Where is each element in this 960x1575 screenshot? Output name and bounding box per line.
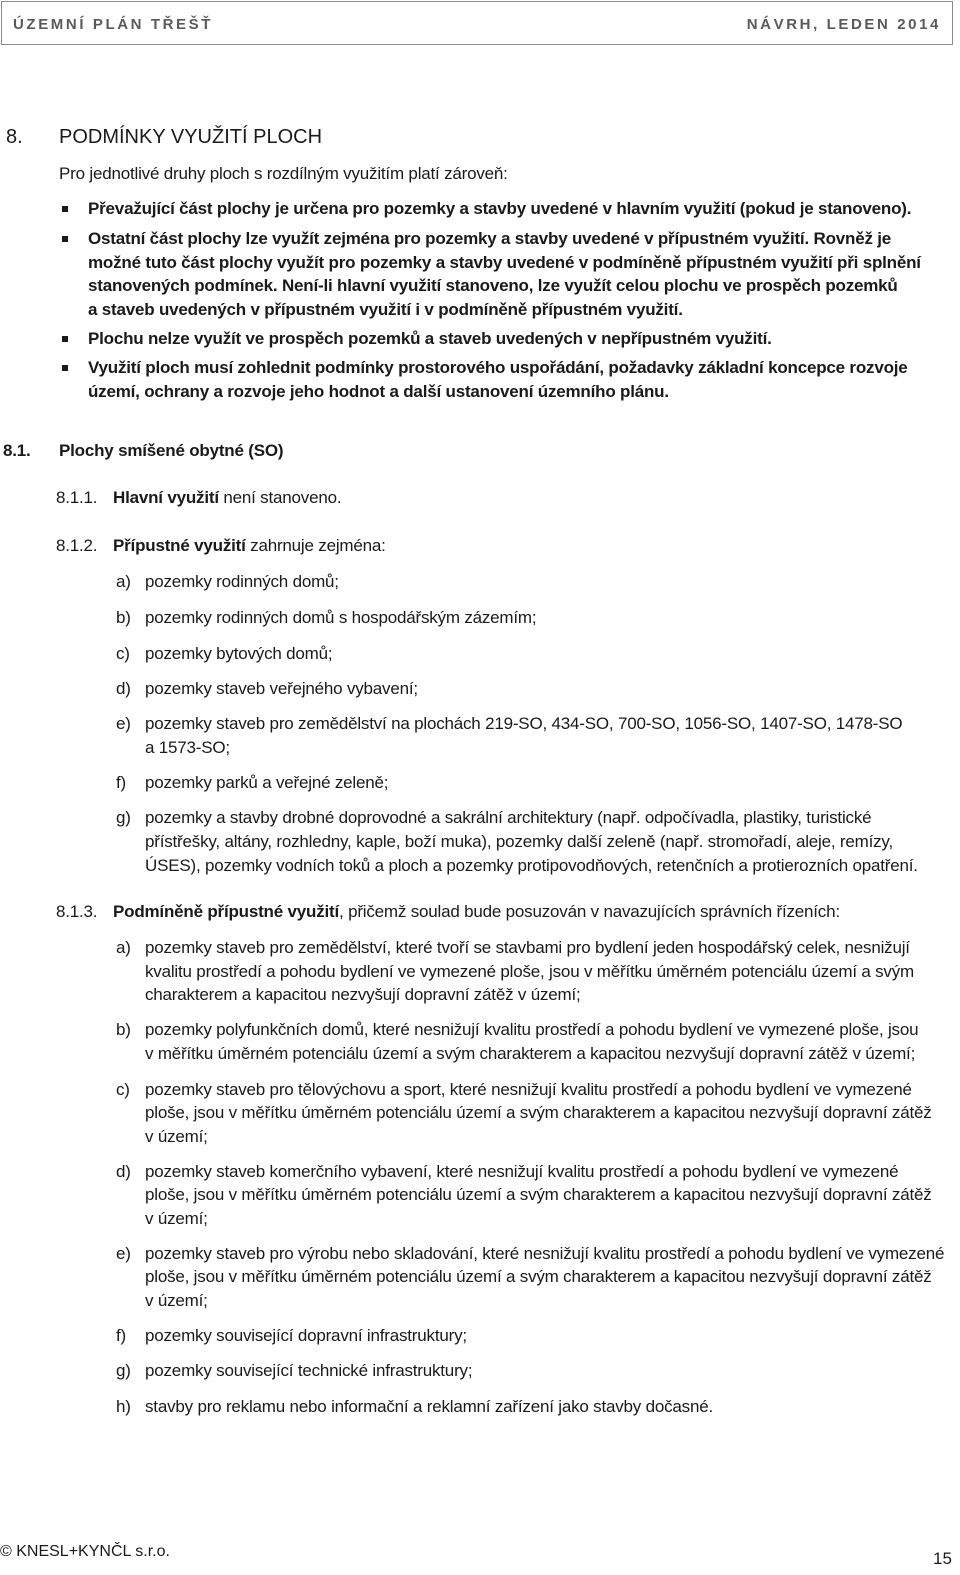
list-item-text-line: ploše, jsou v měřítku úměrném potenciálu území a svým charakterem a kapacitou nezvyšují dopravní zátěž bbox=[145, 1267, 932, 1286]
list-item-text-line: ÚSES), pozemky vodních toků a ploch a pozemky protipovodňových, retenčních a protierozních opatření. bbox=[145, 856, 918, 875]
subsection-number: 8.1. bbox=[3, 441, 31, 460]
footer-company: © KNESL+KYNČL s.r.o. bbox=[0, 1543, 170, 1560]
list-item-letter: f) bbox=[116, 773, 126, 792]
item-heading-rest: není stanoveno. bbox=[218, 488, 342, 507]
item-heading-rest: , přičemž soulad bude posuzován v navazujících správních řízeních: bbox=[339, 902, 840, 921]
section-intro: Pro jednotlivé druhy ploch s rozdílným využitím platí zároveň: bbox=[59, 164, 508, 183]
list-item-text-line: v měřítku úměrném potenciálu území a svým charakterem a kapacitou nezvyšují dopravní zátěž v území; bbox=[145, 1044, 916, 1063]
item-heading bbox=[113, 902, 840, 922]
bullet-text-line: Ostatní část plochy lze využít zejména pro pozemky a stavby uvedené v přípustném využití. Rovněž je bbox=[88, 229, 892, 248]
list-item-text-line: pozemky a stavby drobné doprovodné a sakrální architektury (např. odpočívadla, plastiky, turistické bbox=[145, 808, 872, 827]
item-heading bbox=[113, 536, 386, 556]
section-number: 8. bbox=[6, 126, 23, 148]
list-item-text-line: ploše, jsou v měřítku úměrném potenciálu území a svým charakterem a kapacitou nezvyšují dopravní zátěž bbox=[145, 1185, 932, 1204]
bullet-square-icon bbox=[62, 206, 68, 212]
list-item-text-line: pozemky bytových domů; bbox=[145, 644, 333, 663]
item-heading-rest: zahrnuje zejména: bbox=[245, 536, 386, 555]
list-item-letter: c) bbox=[116, 644, 130, 663]
list-item-letter: c) bbox=[116, 1080, 130, 1099]
bullet-text-line: možné tuto část plochy využít pro pozemky a stavby uvedené v podmíněně přípustném využití při splnění bbox=[88, 253, 921, 272]
subsection-title: Plochy smíšené obytné (SO) bbox=[59, 441, 284, 460]
list-item-letter: b) bbox=[116, 1020, 131, 1039]
item-number: 8.1.1. bbox=[56, 488, 98, 507]
item-heading-bold: Přípustné využití bbox=[113, 536, 246, 555]
footer-page-number: 15 bbox=[933, 1549, 952, 1568]
list-item-text-line: v území; bbox=[145, 1209, 208, 1228]
list-item-text-line: pozemky parků a veřejné zeleně; bbox=[145, 773, 389, 792]
list-item-letter: g) bbox=[116, 808, 131, 827]
list-item-letter: d) bbox=[116, 679, 131, 698]
item-number: 8.1.3. bbox=[56, 902, 98, 921]
bullet-square-icon bbox=[62, 365, 68, 371]
bullet-text-line: Převažující část plochy je určena pro pozemky a stavby uvedené v hlavním využití (pokud je stanoveno). bbox=[88, 199, 912, 218]
list-item-text-line: pozemky polyfunkčních domů, které nesnižují kvalitu prostředí a pohodu bydlení ve vymezené ploše, jsou bbox=[145, 1020, 919, 1039]
list-item-text-line: pozemky staveb pro zemědělství na plochách 219-SO, 434-SO, 700-SO, 1056-SO, 1407-SO, 1478-SO bbox=[145, 714, 903, 733]
bullet-text-line: Využití ploch musí zohlednit podmínky prostorového uspořádání, požadavky základní koncepce rozvoje bbox=[88, 358, 908, 377]
list-item-text-line: pozemky související technické infrastruktury; bbox=[145, 1361, 473, 1380]
list-item-letter: b) bbox=[116, 608, 131, 627]
list-item-text-line: kvalitu prostředí a pohodu bydlení ve vymezené ploše, jsou v měřítku úměrném potenciálu území a svým bbox=[145, 962, 914, 981]
list-item-text-line: pozemky staveb pro výrobu nebo skladování, které nesnižují kvalitu prostředí a pohodu bydlení ve vymezené bbox=[145, 1244, 945, 1263]
section-title: PODMÍNKY VYUŽITÍ PLOCH bbox=[59, 126, 323, 148]
item-heading-bold: Podmíněně přípustné využití bbox=[113, 902, 340, 921]
bullet-text-line: Plochu nelze využít ve prospěch pozemků a staveb uvedených v nepřípustném využití. bbox=[88, 329, 772, 348]
list-item-letter: h) bbox=[116, 1397, 131, 1416]
list-item-text-line: pozemky rodinných domů s hospodářským zázemím; bbox=[145, 608, 537, 627]
header-document-version: NÁVRH, LEDEN 2014 bbox=[746, 16, 941, 33]
list-item-letter: d) bbox=[116, 1162, 131, 1181]
bullet-text-line: stanovených podmínek. Není-li hlavní využití stanoveno, lze využít celou plochu ve prospěch pozemků bbox=[88, 276, 898, 295]
list-item-text-line: v území; bbox=[145, 1127, 208, 1146]
list-item-letter: a) bbox=[116, 938, 131, 957]
list-item-letter: f) bbox=[116, 1326, 126, 1345]
bullet-square-icon bbox=[62, 236, 68, 242]
list-item-text-line: stavby pro reklamu nebo informační a reklamní zařízení jako stavby dočasné. bbox=[145, 1397, 714, 1416]
list-item-text-line: pozemky staveb komerčního vybavení, které nesnižují kvalitu prostředí a pohodu bydlení ve vymezené bbox=[145, 1162, 899, 1181]
list-item-letter: e) bbox=[116, 1244, 131, 1263]
list-item-letter: a) bbox=[116, 572, 131, 591]
list-item-text-line: ploše, jsou v měřítku úměrném potenciálu území a svým charakterem a kapacitou nezvyšují dopravní zátěž bbox=[145, 1103, 932, 1122]
item-heading-bold: Hlavní využití bbox=[113, 488, 219, 507]
list-item-text-line: pozemky staveb pro zemědělství, které tvoří se stavbami pro bydlení jeden hospodářský celek, nesnižují bbox=[145, 938, 910, 957]
list-item-text-line: pozemky staveb veřejného vybavení; bbox=[145, 679, 418, 698]
list-item-text-line: přístřešky, altány, rozhledny, kaple, boží muka), pozemky další zeleně (např. stromořadí, aleje, remízy, bbox=[145, 832, 893, 851]
header-document-title: ÚZEMNÍ PLÁN TŘEŠŤ bbox=[13, 16, 214, 33]
list-item-letter: g) bbox=[116, 1361, 131, 1380]
bullet-text-line: území, ochrany a rozvoje jeho hodnot a další ustanovení územního plánu. bbox=[88, 382, 669, 401]
bullet-text-line: a staveb uvedených v přípustném využití i v podmíněně přípustném využití. bbox=[88, 300, 683, 319]
item-number: 8.1.2. bbox=[56, 536, 98, 555]
list-item-text-line: pozemky staveb pro tělovýchovu a sport, které nesnižují kvalitu prostředí a pohodu bydlení ve vymezené bbox=[145, 1080, 912, 1099]
list-item-text-line: pozemky související dopravní infrastruktury; bbox=[145, 1326, 467, 1345]
bullet-square-icon bbox=[62, 336, 68, 342]
list-item-letter: e) bbox=[116, 714, 131, 733]
list-item-text-line: pozemky rodinných domů; bbox=[145, 572, 339, 591]
list-item-text-line: v území; bbox=[145, 1291, 208, 1310]
page-header bbox=[1, 1, 953, 45]
list-item-text-line: charakterem a kapacitou nezvyšují dopravní zátěž v území; bbox=[145, 985, 581, 1004]
list-item-text-line: a 1573-SO; bbox=[145, 738, 230, 757]
item-heading bbox=[113, 488, 341, 508]
